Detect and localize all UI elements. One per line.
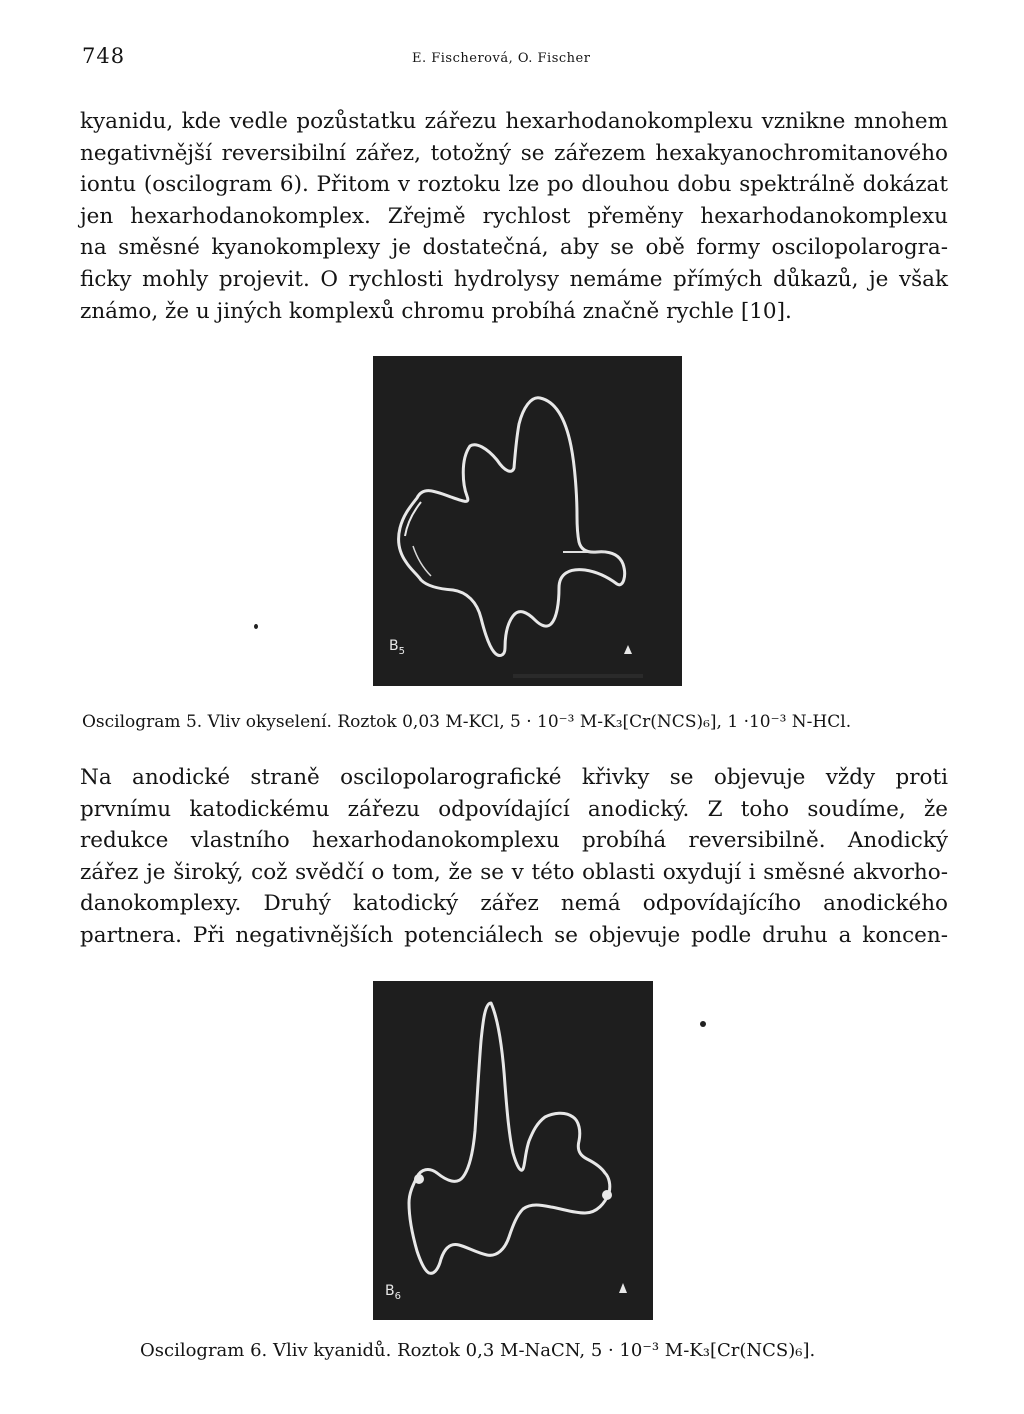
paragraph-line: jen hexarhodanokomplex. Zřejmě rychlost přeměny hexarhodanokomplexu [80, 203, 948, 229]
oscillogram-5-figure [373, 356, 682, 686]
paragraph-line: známo, že u jiných komplexů chromu probíhá značně rychle [10]. [80, 298, 792, 324]
paragraph-line: redukce vlastního hexarhodanokomplexu probíhá reversibilně. Anodický [80, 828, 948, 854]
paragraph-line: partnera. Při negativnějších potenciálech se objevuje podle druhu a koncen- [80, 922, 948, 948]
paragraph-line: danokomplexy. Druhý katodický zářez nemá odpovídajícího anodického [80, 891, 948, 917]
body-paragraph-2 [80, 762, 948, 952]
oscillogram-6-caption: Oscilogram 6. Vliv kyanidů. Roztok 0,3 M-NaCN, 5 · 10⁻³ M-K₃[Cr(NCS)₆]. [140, 1340, 816, 1361]
oscillogram-5-caption: Oscilogram 5. Vliv okyselení. Roztok 0,03 M-KCl, 5 · 10⁻³ M-K₃[Cr(NCS)₆], 1 ·10⁻³ N-HCl. [82, 712, 852, 732]
print-speck [254, 624, 258, 629]
paragraph-line: negativnější reversibilní zářez, totožný se zářezem hexakyanochromitanového [80, 140, 948, 166]
oscillogram-6-trace [373, 981, 653, 1320]
oscillogram-5-label: $B_5$ [389, 638, 405, 657]
oscillogram-6-label: $B_6$ [385, 1283, 401, 1302]
paragraph-line: kyanidu, kde vedle pozůstatku zářezu hexarhodanokomplexu vznikne mnohem [80, 109, 948, 134]
oscillogram-5-trace [373, 356, 682, 686]
page-number: 748 [82, 44, 126, 68]
print-speck [700, 1021, 706, 1027]
paragraph-line: prvnímu katodickému zářezu odpovídající anodický. Z toho soudíme, že [80, 796, 948, 822]
paragraph-line: Na anodické straně oscilopolarografické křivky se objevuje vždy proti [80, 765, 948, 790]
running-head: E. Fischerová, O. Fischer [412, 51, 591, 66]
oscillogram-6-figure [373, 981, 653, 1320]
paragraph-line: na směsné kyanokomplexy je dostatečná, aby se obě formy oscilopolarogra- [80, 235, 948, 261]
paragraph-line: iontu (oscilogram 6). Přitom v roztoku lze po dlouhou dobu spektrálně dokázat [80, 172, 948, 198]
paragraph-line: ficky mohly projevit. O rychlosti hydrolysy nemáme přímých důkazů, je však [80, 266, 948, 292]
body-paragraph-1 [80, 106, 948, 327]
paragraph-line: zářez je široký, což svědčí o tom, že se v této oblasti oxydují i směsné akvorho- [80, 859, 948, 885]
